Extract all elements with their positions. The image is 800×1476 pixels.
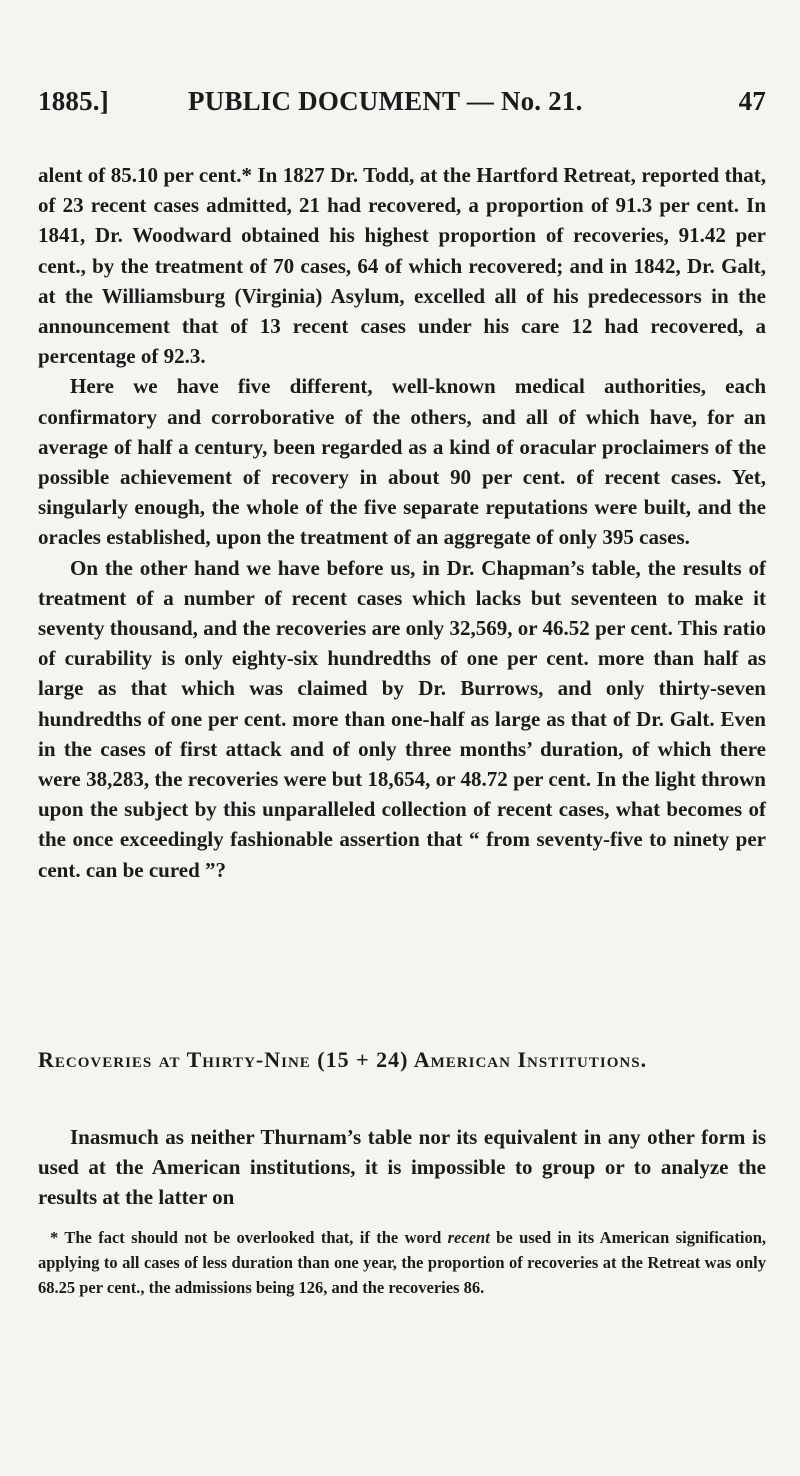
footnote-italic-word: recent	[447, 1228, 490, 1247]
paragraph-2: Here we have five different, well-known medical authorities, each confirmatory and corroborative of the others, and all of which have, for an average of half a century, been regarded as a kind of oracular proclaimers of the possible achievement of recovery in about 90 per cent. of recent cases. Yet, singularly enough, the whole of the five separate reputations were built, and the oracles established, upon the treatment of an aggregate of only 395 cases.	[38, 374, 766, 550]
paragraph-1: alent of 85.10 per cent.* In 1827 Dr. Todd, at the Hartford Retreat, reported that, of 23 recent cases admitted, 21 had recovered, a proportion of 91.3 per cent. In 1841, Dr. Woodward obtained his highest proportion of recoveries, 91.42 per cent., by the treatment of 70 cases, 64 of which recovered; and in 1842, Dr. Galt, at the Williamsburg (Virginia) Asylum, excelled all of his predecessors in the announcement that of 13 recent cases under his care 12 had recovered, a percentage of 92.3.	[38, 163, 766, 369]
running-header	[38, 86, 766, 126]
footnote-text-before: The fact should not be overlooked that, if the word	[58, 1228, 448, 1247]
section-heading-text: Recoveries at Thirty-Nine (15 + 24) American Institutions.	[38, 1047, 648, 1072]
paragraph-4: Inasmuch as neither Thurnam’s table nor its equivalent in any other form is used at the American institutions, it is impossible to group or to analyze the results at the latter on	[38, 1125, 766, 1210]
main-text	[38, 160, 766, 885]
paragraph-3: On the other hand we have before us, in Dr. Chapman’s table, the results of treatment of a number of recent cases which lacks but seventeen to make it seventy thousand, and the recoveries are only 32,569, or 46.52 per cent. This ratio of curability is only eighty-six hundredths of one per cent. more than half as large as that which was claimed by Dr. Burrows, and only thirty-seven hundredths of one per cent. more than one-half as large as that of Dr. Galt. Even in the cases of first attack and of only three months’ duration, of which there were 38,283, the recoveries were but 18,654, or 48.72 per cent. In the light thrown upon the subject by this unparalleled collection of recent cases, what becomes of the once exceedingly fashionable assertion that “ from seventy-five to ninety per cent. can be cured ”?	[38, 555, 766, 882]
header-title: PUBLIC DOCUMENT — No. 21.	[188, 86, 583, 116]
page-number: 47	[738, 86, 766, 116]
section-heading	[38, 1044, 766, 1076]
header-year: 1885.]	[38, 86, 109, 116]
footnote-marker: *	[50, 1228, 59, 1247]
footnote	[38, 1225, 766, 1300]
section-text	[38, 1122, 766, 1213]
footnote-text-after: be used in its American signification, applying to all cases of less duration than one year, the proportion of recoveries at the Retreat was only 68.25 per cent., the admissions being 126, and the recoveries 86.	[38, 1228, 766, 1297]
